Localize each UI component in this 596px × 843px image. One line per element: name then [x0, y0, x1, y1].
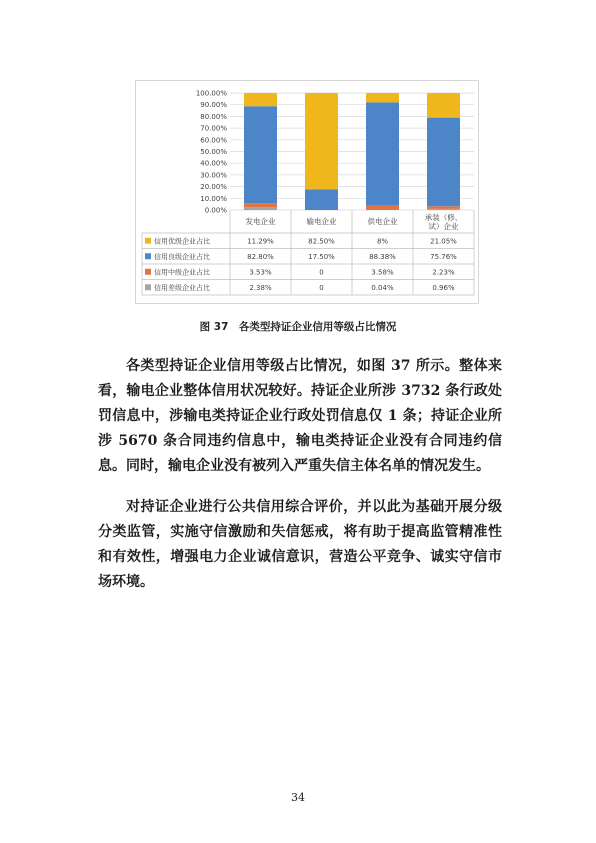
category-label: 承装（修、	[424, 213, 463, 222]
data-label: 0.04%	[371, 283, 394, 292]
data-label: 21.05%	[430, 237, 457, 246]
y-tick-label: 90.00%	[200, 101, 227, 110]
y-tick-label: 30.00%	[200, 171, 227, 180]
data-label: 82.80%	[247, 252, 274, 261]
data-label: 0	[319, 268, 324, 277]
legend-label: 信用差级企业占比	[154, 283, 210, 292]
y-tick-label: 10.00%	[200, 194, 227, 203]
category-label: 输电企业	[306, 217, 337, 226]
data-label: 2.23%	[432, 268, 455, 277]
bar-segment	[244, 106, 277, 203]
data-label: 0.96%	[432, 283, 455, 292]
data-label: 88.38%	[369, 252, 396, 261]
figure-caption: 图 37 各类型持证企业信用等级占比情况	[199, 321, 397, 333]
legend-swatch	[145, 253, 151, 259]
legend-swatch	[145, 284, 151, 290]
y-tick-label: 50.00%	[200, 148, 227, 156]
bar-segment	[244, 207, 277, 210]
bar-segment	[427, 209, 460, 210]
stacked-bar-chart	[135, 80, 479, 304]
y-tick-label: 70.00%	[200, 124, 227, 133]
body-paragraph-2: 对持证企业进行公共信用综合评价，并以此为基础开展分级分类监管，实施守信激励和失信惩戒，将有助于提高监管精准性和有效性，增强电力企业诚信意识，营造公平竞争、诚实守信市场环境。	[98, 499, 502, 590]
data-label: 2.38%	[249, 283, 272, 292]
category-label: 试）企业	[428, 222, 459, 231]
y-tick-label: 80.00%	[200, 112, 227, 121]
page-number: 34	[291, 791, 305, 804]
legend-label: 信用优级企业占比	[154, 237, 210, 246]
bar-segment	[427, 206, 460, 209]
y-tick-label: 100.00%	[195, 89, 227, 98]
y-tick-label: 0.00%	[204, 206, 227, 215]
bar-segment	[305, 190, 338, 210]
y-tick-label: 40.00%	[200, 159, 227, 168]
bar-segment	[427, 118, 460, 207]
data-label: 3.53%	[249, 268, 272, 277]
body-paragraph-1: 各类型持证企业信用等级占比情况，如图 37 所示。整体来看，输电企业整体信用状况较好。持证企业所涉 3732 条行政处罚信息中，涉输电类持证企业行政处罚信息仅 1 条；持证企业所涉 5670 条合同违约信息中，输电类持证企业没有合同违约信息。同时，输电企业没有被列入严重失信主体名单的情况发生。	[98, 358, 502, 474]
bar-segment	[244, 203, 277, 207]
legend-label: 信用中级企业占比	[154, 268, 210, 277]
data-label: 17.50%	[308, 252, 335, 261]
y-tick-label: 20.00%	[200, 183, 227, 192]
bar-segment	[244, 93, 277, 106]
bar-segment	[366, 93, 399, 102]
bar-segment	[366, 206, 399, 210]
data-label: 82.50%	[308, 237, 335, 246]
legend-label: 信用良级企业占比	[154, 252, 210, 261]
category-label: 供电企业	[367, 217, 398, 226]
data-label: 0	[319, 283, 324, 292]
data-label: 3.58%	[371, 268, 394, 277]
legend-swatch	[145, 238, 151, 244]
data-label: 75.76%	[430, 252, 457, 261]
bar-segment	[427, 93, 460, 118]
data-label: 8%	[376, 237, 389, 246]
legend-swatch	[145, 269, 151, 275]
category-label: 发电企业	[245, 217, 276, 226]
chart-canvas	[136, 81, 480, 305]
data-label: 11.29%	[247, 237, 274, 246]
bar-segment	[305, 93, 338, 190]
y-tick-label: 60.00%	[200, 136, 227, 145]
bar-segment	[366, 102, 399, 205]
